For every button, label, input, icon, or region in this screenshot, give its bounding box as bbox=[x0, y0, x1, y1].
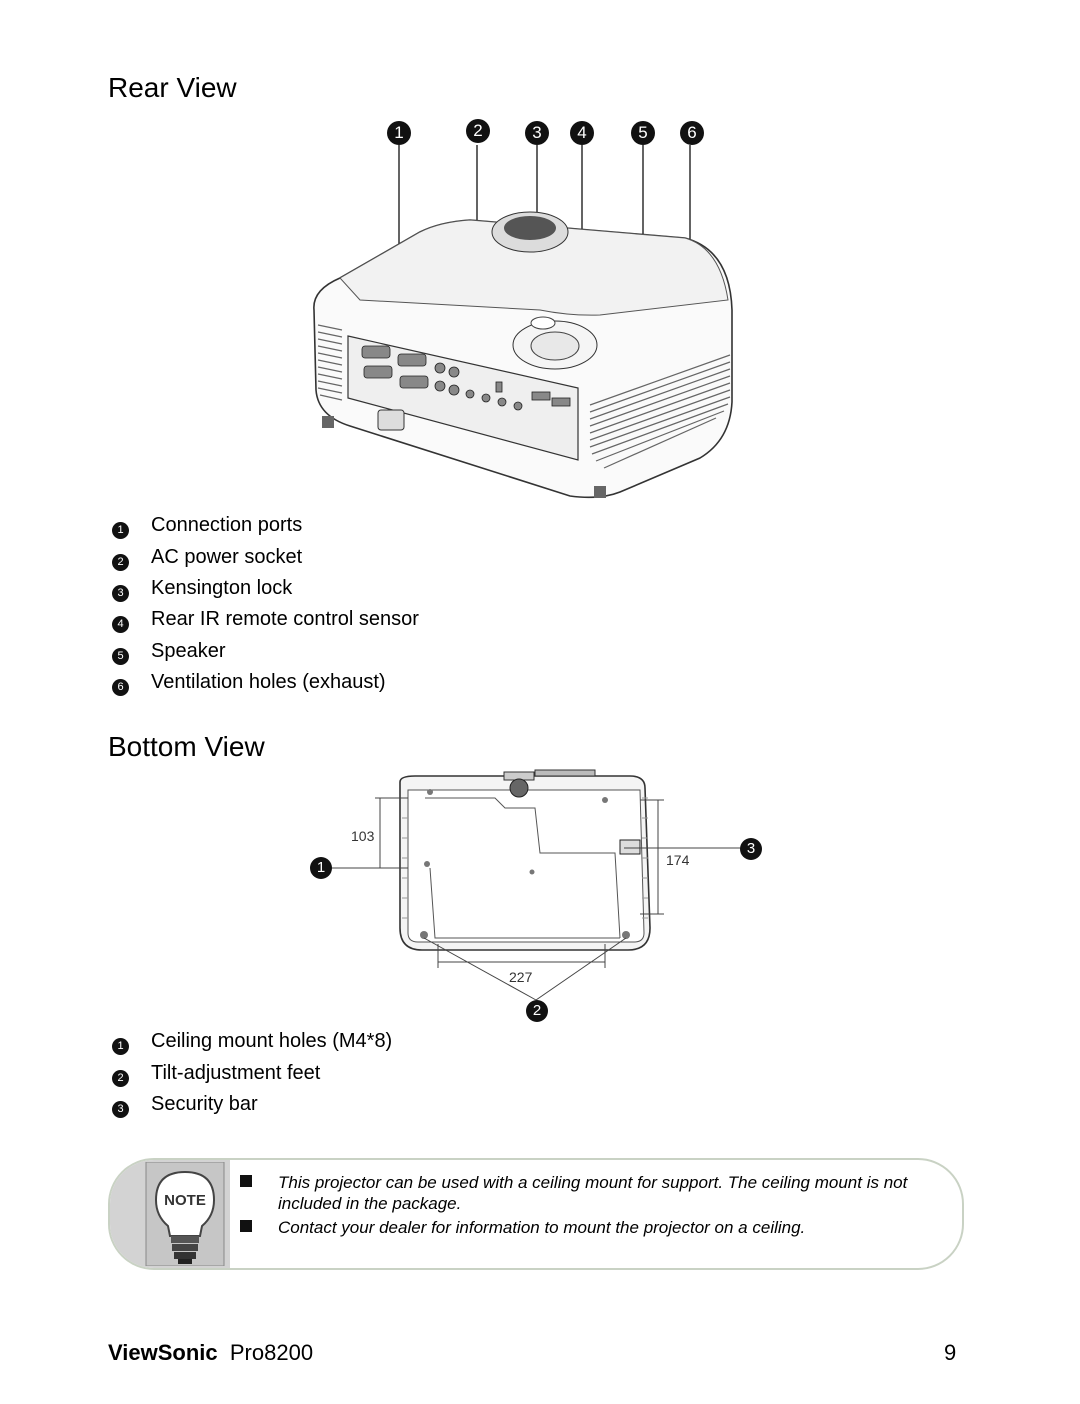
bottom-callout-3: 3 bbox=[740, 838, 762, 860]
legend-item bbox=[112, 1057, 392, 1088]
legend-number: 2 bbox=[112, 1070, 129, 1087]
footer-brand bbox=[108, 1340, 313, 1366]
bottom-view-legend bbox=[112, 1026, 392, 1120]
legend-number: 3 bbox=[112, 585, 129, 602]
bottom-view-title: Bottom View bbox=[108, 731, 265, 762]
legend-item bbox=[112, 573, 419, 604]
legend-item bbox=[112, 510, 419, 541]
legend-number: 5 bbox=[112, 648, 129, 665]
legend-item bbox=[112, 667, 419, 698]
dimension-label-103: 103 bbox=[351, 828, 375, 844]
legend-number: 2 bbox=[112, 554, 129, 571]
projector-bottom-illustration bbox=[300, 768, 780, 1028]
note-text: This projector can be used with a ceiling mount for support. The ceiling mount is not included in the package. bbox=[278, 1173, 908, 1213]
legend-number: 3 bbox=[112, 1101, 129, 1118]
brand-name: ViewSonic bbox=[108, 1340, 218, 1365]
note-item bbox=[238, 1172, 944, 1214]
legend-item bbox=[112, 1089, 392, 1120]
rear-callout-1: 1 bbox=[387, 121, 411, 145]
note-item bbox=[238, 1217, 944, 1238]
note-icon-panel bbox=[110, 1160, 230, 1268]
rear-callout-2: 2 bbox=[466, 119, 490, 143]
legend-item bbox=[112, 541, 419, 572]
square-bullet-icon bbox=[240, 1175, 252, 1187]
legend-label: Tilt-adjustment feet bbox=[151, 1061, 321, 1084]
legend-label: Connection ports bbox=[151, 514, 303, 537]
note-lightbulb-icon bbox=[144, 1162, 226, 1266]
rear-view-title: Rear View bbox=[108, 72, 237, 103]
legend-label: Ventilation holes (exhaust) bbox=[151, 671, 386, 694]
legend-label: Rear IR remote control sensor bbox=[151, 608, 419, 631]
legend-item bbox=[112, 604, 419, 635]
legend-number: 1 bbox=[112, 522, 129, 539]
legend-label: Speaker bbox=[151, 639, 226, 662]
legend-number: 1 bbox=[112, 1038, 129, 1055]
rear-callout-4: 4 bbox=[570, 121, 594, 145]
rear-view-legend bbox=[112, 510, 419, 698]
note-box bbox=[108, 1158, 964, 1270]
legend-number: 6 bbox=[112, 679, 129, 696]
note-list bbox=[238, 1172, 944, 1241]
dimension-label-227: 227 bbox=[509, 969, 533, 985]
rear-callout-6: 6 bbox=[680, 121, 704, 145]
bottom-callout-2: 2 bbox=[526, 1000, 548, 1022]
legend-label: AC power socket bbox=[151, 545, 303, 568]
legend-label: Kensington lock bbox=[151, 576, 293, 599]
page-number: 9 bbox=[944, 1340, 957, 1365]
legend-number: 4 bbox=[112, 616, 129, 633]
rear-callout-5: 5 bbox=[631, 121, 655, 145]
projector-rear-illustration bbox=[300, 140, 750, 510]
legend-item bbox=[112, 636, 419, 667]
legend-label: Ceiling mount holes (M4*8) bbox=[151, 1030, 393, 1053]
dimension-label-174: 174 bbox=[666, 852, 690, 868]
model-name: Pro8200 bbox=[229, 1340, 314, 1365]
rear-callout-3: 3 bbox=[525, 121, 549, 145]
note-badge-text: NOTE bbox=[164, 1192, 206, 1209]
legend-item bbox=[112, 1026, 392, 1057]
bottom-callout-1: 1 bbox=[310, 857, 332, 879]
note-text: Contact your dealer for information to mount the projector on a ceiling. bbox=[278, 1218, 806, 1237]
legend-label: Security bar bbox=[151, 1092, 258, 1115]
square-bullet-icon bbox=[240, 1220, 252, 1232]
